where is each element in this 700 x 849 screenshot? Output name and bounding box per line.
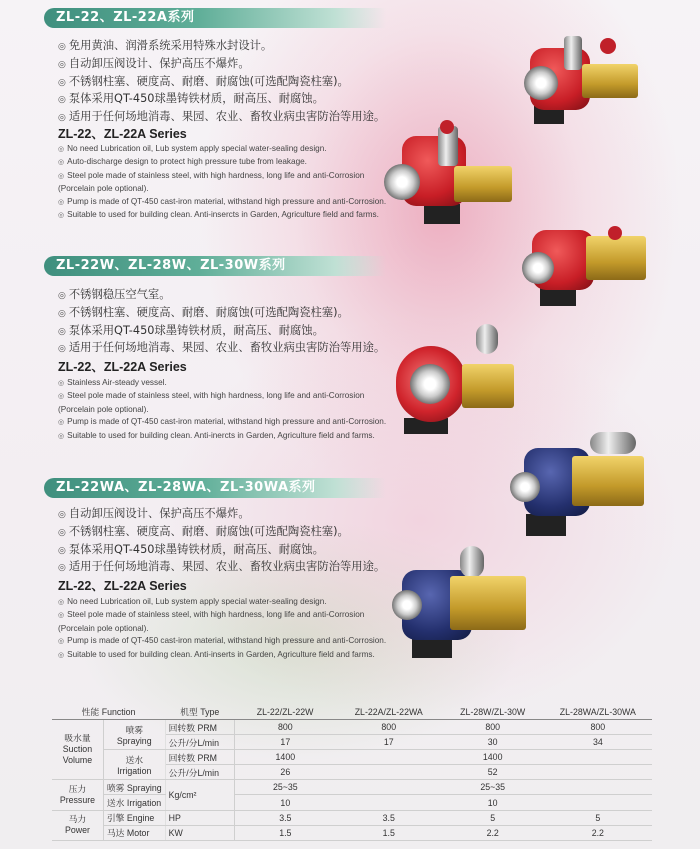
- pressure-group-label: [52, 780, 103, 810]
- cn-feature: ◎ 自动卸压阀设计、保护高压不爆炸。: [58, 56, 385, 74]
- en-feature: ◎ Pump is made of QT-450 cast-iron material, withstand high pressure and anti-Corrosion.: [58, 635, 388, 648]
- pressure-unit: Kg/cm²: [165, 780, 234, 810]
- irrigation-en: Irrigation: [117, 766, 152, 777]
- irrigation-label: [103, 750, 165, 780]
- value-cell: 30: [442, 735, 544, 750]
- model-header: 机型 Type: [165, 704, 234, 720]
- suction-en: Suction: [62, 744, 93, 755]
- pump-image-red-2: [384, 120, 514, 230]
- table-row: [52, 825, 652, 840]
- cn-feature: ◎ 泵体采用QT-450球墨铸铁材质，耐高压、耐腐蚀。: [58, 91, 385, 109]
- value-cell: 3.5: [336, 810, 442, 825]
- suction-group-label: [52, 720, 103, 780]
- value-cell: 5: [544, 810, 652, 825]
- series-title-2: ZL-22、ZL-22A Series: [58, 360, 187, 374]
- value-cell: 17: [336, 735, 442, 750]
- value-cell: 5: [442, 810, 544, 825]
- banner-zl-22w: ZL-22W、ZL-28W、ZL-30W系列: [44, 256, 386, 276]
- value-cell: 34: [544, 735, 652, 750]
- cn-feature-list-3: [58, 506, 385, 577]
- value-cell: 800: [234, 720, 335, 735]
- en-feature: ◎ Suitable to used for building clean. Anti-inserts in Garden, Agriculture field and farms.: [58, 649, 388, 662]
- value-cell: [544, 795, 652, 810]
- en-feature-list-2: [58, 377, 388, 443]
- value-cell: 26: [234, 765, 335, 780]
- value-cell: [544, 765, 652, 780]
- cn-feature: ◎ 不锈钢柱塞、硬度高、耐磨、耐腐蚀(可选配陶瓷柱塞)。: [58, 74, 385, 92]
- value-cell: [336, 780, 442, 795]
- table-row: [52, 750, 652, 765]
- spec-header-row: [52, 704, 652, 720]
- unit-cell: 回转数 PRM: [165, 720, 234, 735]
- en-feature: ◎ Steel pole made of stainless steel, with high hardness, long life and anti-Corrosion (Porcelain pole optional).: [58, 170, 388, 196]
- value-cell: 2.2: [442, 825, 544, 840]
- en-feature-list-3: [58, 596, 388, 662]
- banner-zl-22wa: ZL-22WA、ZL-28WA、ZL-30WA系列: [44, 478, 386, 498]
- en-feature: ◎ Auto-discharge design to protect high pressure tube from leakage.: [58, 156, 388, 169]
- motor-label: 马达 Motor: [103, 825, 165, 840]
- volume-en: Volume: [62, 755, 93, 766]
- cn-feature: ◎ 适用于任何场地消毒、果园、农业、畜牧业病虫害防治等用途。: [58, 109, 385, 127]
- value-cell: [544, 780, 652, 795]
- value-cell: 25~35: [442, 780, 544, 795]
- spraying-en: Spraying: [116, 736, 152, 747]
- value-cell: 800: [442, 720, 544, 735]
- model-col-1: ZL-22/ZL-22W: [234, 704, 335, 720]
- value-cell: 800: [544, 720, 652, 735]
- value-cell: 17: [234, 735, 335, 750]
- spec-table: [52, 704, 652, 841]
- unit-cell: 回转数 PRM: [165, 750, 234, 765]
- value-cell: 2.2: [544, 825, 652, 840]
- cn-feature: ◎ 适用于任何场地消毒、果园、农业、畜牧业病虫害防治等用途。: [58, 559, 385, 577]
- value-cell: 25~35: [234, 780, 335, 795]
- value-cell: 3.5: [234, 810, 335, 825]
- cn-feature: ◎ 免用黄油、润滑系统采用特殊水封设计。: [58, 38, 385, 56]
- pressure-irrigation-label: 送水 Irrigation: [103, 795, 165, 810]
- table-row: [52, 780, 652, 795]
- value-cell: [336, 750, 442, 765]
- pressure-spraying-label: 喷雾 Spraying: [103, 780, 165, 795]
- en-feature: ◎ No need Lubrication oil, Lub system apply special water-sealing design.: [58, 596, 388, 609]
- value-cell: 52: [442, 765, 544, 780]
- model-col-3: ZL-28W/ZL-30W: [442, 704, 544, 720]
- value-cell: 1.5: [336, 825, 442, 840]
- value-cell: [336, 795, 442, 810]
- irrigation-cn: 送水: [125, 755, 144, 766]
- cn-feature: ◎ 泵体采用QT-450球墨铸铁材质，耐高压、耐腐蚀。: [58, 542, 385, 560]
- pressure-en: Pressure: [59, 794, 96, 805]
- en-feature: ◎ Steel pole made of stainless steel, with high hardness, long life and anti-Corrosion (Porcelain pole optional).: [58, 609, 388, 635]
- engine-label: 引擎 Engine: [103, 810, 165, 825]
- en-feature: ◎ Pump is made of QT-450 cast-iron material, withstand high pressure and anti-Corrosion.: [58, 196, 388, 209]
- cn-feature: ◎ 不锈钢柱塞、硬度高、耐磨、耐腐蚀(可选配陶瓷柱塞)。: [58, 524, 385, 542]
- en-feature: ◎ Steel pole made of stainless steel, with high hardness, long life and anti-Corrosion (Porcelain pole optional).: [58, 390, 388, 416]
- unit-cell: 公升/分L/min: [165, 735, 234, 750]
- pressure-cn: 压力: [68, 783, 87, 794]
- en-feature: ◎ Pump is made of QT-450 cast-iron material, withstand high pressure and anti-Corrosion.: [58, 416, 388, 429]
- unit-cell: HP: [165, 810, 234, 825]
- cn-feature: ◎ 自动卸压阀设计、保护高压不爆炸。: [58, 506, 385, 524]
- value-cell: 10: [442, 795, 544, 810]
- cn-feature: ◎ 泵体采用QT-450球墨铸铁材质，耐高压、耐腐蚀。: [58, 323, 385, 341]
- unit-cell: 公升/分L/min: [165, 765, 234, 780]
- series-title-1: ZL-22、ZL-22A Series: [58, 127, 187, 141]
- value-cell: [544, 750, 652, 765]
- power-cn: 马力: [68, 814, 87, 825]
- cn-feature: ◎ 适用于任何场地消毒、果园、农业、畜牧业病虫害防治等用途。: [58, 340, 385, 358]
- value-cell: 1.5: [234, 825, 335, 840]
- en-feature-list-1: [58, 143, 388, 222]
- pump-image-red-1: [520, 28, 650, 128]
- pump-image-blue-1: [510, 432, 650, 542]
- suction-cn: 吸水量: [64, 733, 91, 744]
- cn-feature-list-2: [58, 287, 385, 358]
- table-row: [52, 720, 652, 735]
- power-en: Power: [64, 825, 90, 836]
- value-cell: 1400: [442, 750, 544, 765]
- model-col-4: ZL-28WA/ZL-30WA: [544, 704, 652, 720]
- cn-feature: ◎ 不锈钢柱塞、硬度高、耐磨、耐腐蚀(可选配陶瓷柱塞)。: [58, 305, 385, 323]
- en-feature: ◎ Stainless Air-steady vessel.: [58, 377, 388, 390]
- series-title-3: ZL-22、ZL-22A Series: [58, 579, 187, 593]
- pump-image-blue-2: [392, 540, 532, 660]
- table-row: [52, 795, 652, 810]
- table-row: [52, 810, 652, 825]
- power-group-label: [52, 810, 103, 840]
- banner-zl-22: ZL-22、ZL-22A系列: [44, 8, 386, 28]
- model-col-2: ZL-22A/ZL-22WA: [336, 704, 442, 720]
- en-feature: ◎ Suitable to used for building clean. Anti-inercts in Garden, Agriculture field and farms.: [58, 430, 388, 443]
- value-cell: [336, 765, 442, 780]
- function-header: 性能 Function: [52, 704, 165, 720]
- spraying-cn: 喷雾: [125, 725, 144, 736]
- unit-cell: KW: [165, 825, 234, 840]
- en-feature: ◎ Suitable to used for building clean. Anti-insercts in Garden, Agriculture field and farms.: [58, 209, 388, 222]
- spraying-label: [103, 720, 165, 750]
- pump-image-red-4: [392, 320, 522, 440]
- value-cell: 800: [336, 720, 442, 735]
- en-feature: ◎ No need Lubrication oil, Lub system apply special water-sealing design.: [58, 143, 388, 156]
- value-cell: 10: [234, 795, 335, 810]
- value-cell: 1400: [234, 750, 335, 765]
- cn-feature-list-1: [58, 38, 385, 127]
- pump-image-red-3: [520, 212, 650, 312]
- cn-feature: ◎ 不锈钢稳压空气室。: [58, 287, 385, 305]
